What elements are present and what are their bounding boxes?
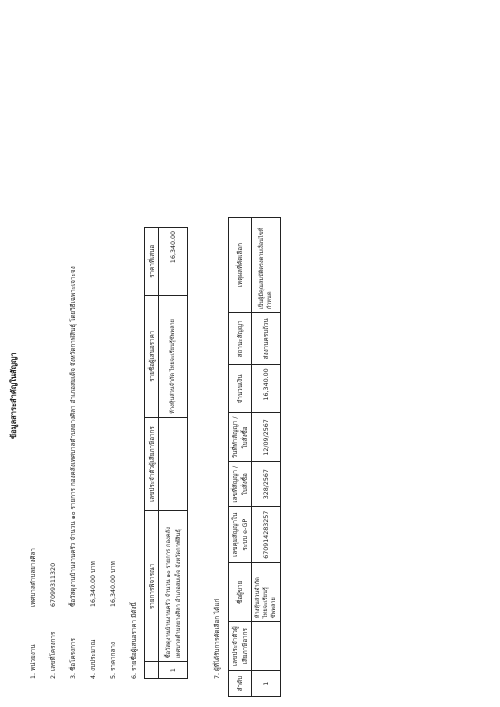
field-agency-value: เทศบาลตำบลยางศิลา [30, 548, 37, 607]
selected-table [228, 217, 281, 697]
bidders-table-header [145, 228, 159, 679]
bidders-col-no [145, 662, 159, 679]
bidders-col-item: รายการพิจารณา [145, 511, 159, 662]
selected-cell-taxid [252, 622, 281, 671]
bidders-table [144, 227, 188, 679]
selected-table-header [229, 218, 252, 697]
field-project-name-value: ซื้อวัสดุงานบ้านงานครัว จำนวน ๑๐ รายการ กองคลังเทศบาลตำบลยางศิลา อำเภอสมเด็จ จังหวัดกาฬสินธุ์ โดยวิธีเฉพาะเจาะจง [70, 266, 77, 607]
selected-cell-reason: เป็นผู้มีคุณสมบัติตรงตามเงื่อนไขที่กำหนด [252, 218, 281, 313]
selected-col-vendor: ชื่อผู้ขาย [229, 563, 252, 622]
bidders-cell-no: 1 [159, 662, 188, 679]
document-title: ข้อมูลสาระสำคัญในสัญญา [9, 352, 18, 439]
selected-cell-no: 1 [252, 671, 281, 697]
field-project-no-value: 67099311320 [50, 562, 57, 607]
section-6-heading: 6. รายชื่อผู้เสนอราคา มีดังนี้ [131, 602, 138, 679]
selected-cell-amount: 16,340.00 [252, 365, 281, 413]
selected-cell-contract-date: 12/09/2567 [252, 413, 281, 462]
selected-col-no: ลำดับ [229, 671, 252, 697]
selected-cell-egp: 670914283257 [252, 506, 281, 563]
selected-col-taxid: เลขประจำตัวผู้เสียภาษีอากร [229, 622, 252, 671]
selected-col-contract-date: วันที่ทำสัญญา / ใบสั่งซื้อ [229, 413, 252, 462]
selected-cell-status: ส่งงานครบถ้วน [252, 313, 281, 365]
field-budget-value: 16,340.00 บาท [90, 561, 97, 607]
field-project-no-label: 2. เลขที่โครงการ [50, 631, 57, 679]
selected-col-egp: เลขคุมสัญญาในระบบ e-GP [229, 506, 252, 563]
selected-col-amount: จำนวนเงิน [229, 365, 252, 413]
field-agency-label: 1. หน่วยงาน [30, 644, 37, 679]
field-median-price-value: 16,340.00 บาท [110, 561, 117, 607]
table-row [159, 228, 188, 679]
bidders-cell-taxid [159, 417, 188, 511]
bidders-col-taxid: เลขประจำตัวผู้เสียภาษีอากร [145, 417, 159, 511]
bidders-cell-name: ห้างหุ้นส่วนจำกัด ไทยจะเรียนรู้ซัพพลาย [159, 295, 188, 417]
section-7-heading: 7. ผู้ที่ได้รับการคัดเลือก ได้แก่ [214, 598, 221, 679]
bidders-col-name: รายชื่อผู้เสนอราคา [145, 295, 159, 417]
selected-col-contract-no: เลขที่สัญญา / ใบสั่งซื้อ [229, 462, 252, 507]
field-median-price-label: 5. ราคากลาง [110, 642, 117, 679]
field-project-name-label: 3. ชื่อโครงการ [70, 638, 77, 679]
bidders-cell-price: 16,340.00 [159, 228, 188, 296]
bidders-col-price: ราคาที่เสนอ [145, 228, 159, 296]
selected-col-reason: เหตุผลที่คัดเลือก [229, 218, 252, 313]
selected-col-status: สถานะสัญญา [229, 313, 252, 365]
bidders-cell-item: ซื้อวัสดุงานบ้านงานครัว จำนวน ๑๐ รายการ กองคลังเทศบาลตำบลยางศิลา อำเภอสมเด็จ จังหวัดกาฬสินธุ์ [159, 511, 188, 662]
field-budget-label: 4. งบประมาณ [90, 639, 97, 679]
table-row [252, 218, 281, 697]
selected-cell-vendor: ห้างหุ้นส่วนจำกัด ไทยจะเรียนรู้ซัพพลาย [252, 563, 281, 622]
selected-cell-contract-no: 328/2567 [252, 462, 281, 507]
